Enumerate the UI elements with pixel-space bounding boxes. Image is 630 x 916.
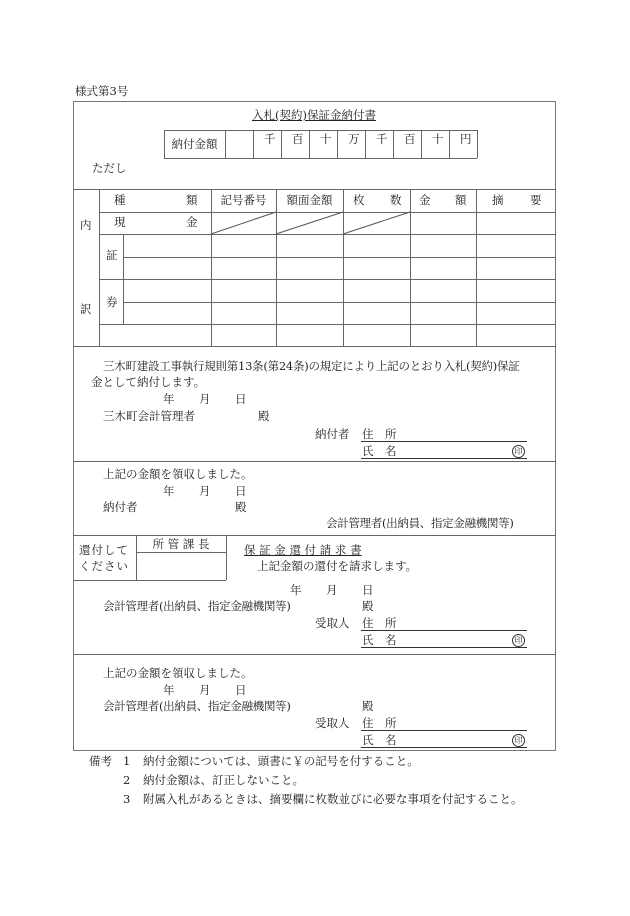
securities-label-bottom: 券 [106, 295, 118, 309]
payer-address-line[interactable] [361, 441, 527, 442]
receipt1-addressee: 納付者 [103, 500, 138, 514]
breakdown-side-label-top: 内 [80, 218, 92, 232]
payment-honorific: 殿 [258, 409, 270, 423]
receipt2-date-month: 月 [199, 683, 211, 697]
amount-unit-juu: 十 [432, 132, 444, 146]
receipt1-date-month: 月 [199, 484, 211, 498]
note-2-number: 2 [123, 773, 131, 787]
refund-recipient-label: 受取人 [315, 616, 350, 630]
cash-label-a: 現 [114, 215, 126, 229]
seal-icon: 印 [512, 445, 525, 458]
receipt1-issuer: 会計管理者(出納員、指定金融機関等) [326, 516, 514, 530]
payment-date-day: 日 [235, 392, 247, 406]
refund-date-month: 月 [326, 583, 338, 597]
seal-icon: 印 [512, 634, 525, 647]
amount-unit-sen: 千 [376, 132, 388, 146]
payment-statement-line2: 金として納付します。 [91, 375, 206, 389]
note-1-number: 1 [123, 754, 131, 768]
amount-unit-sen-man: 千 [264, 132, 276, 146]
receipt2-date-year: 年 [163, 683, 175, 697]
receipt1-date-year: 年 [163, 484, 175, 498]
payer-label: 納付者 [315, 427, 350, 441]
refund-name-label: 氏 名 [362, 633, 397, 647]
please-refund-line2: ください [79, 559, 129, 573]
amount-label: 納付金額 [171, 137, 218, 151]
header-code-number: 記号番号 [220, 193, 267, 207]
payer-name-label: 氏 名 [362, 444, 397, 458]
notes-label: 備考 [89, 754, 112, 768]
header-remarks-b: 要 [530, 193, 542, 207]
header-type-b: 類 [186, 193, 198, 207]
payer-name-line[interactable] [361, 458, 527, 459]
header-type-a: 種 [114, 193, 126, 207]
refund-date-day: 日 [362, 583, 374, 597]
note-3-number: 3 [123, 792, 131, 806]
payment-date-year: 年 [163, 392, 175, 406]
receipt1-statement: 上記の金額を領収しました。 [103, 467, 253, 481]
cash-label-b: 金 [186, 215, 198, 229]
header-amount-a: 金 [419, 193, 431, 207]
refund-addressee: 会計管理者(出納員、指定金融機関等) [103, 599, 291, 613]
amount-unit-juu-man: 十 [320, 132, 332, 146]
refund-address-label: 住 所 [362, 616, 397, 630]
section-chief-stamp-box[interactable] [138, 555, 224, 578]
amount-unit-hyaku-man: 百 [292, 132, 304, 146]
refund-honorific: 殿 [362, 599, 374, 613]
note-3-text: 附属入札があるときは、摘要欄に枚数並びに必要な事項を付記すること。 [143, 792, 523, 806]
form-title: 入札(契約)保証金納付書 [252, 108, 376, 122]
amount-unit-man: 万 [348, 132, 360, 146]
amount-unit-hyaku: 百 [404, 132, 416, 146]
receipt2-addressee: 会計管理者(出納員、指定金融機関等) [103, 699, 291, 713]
receipt2-address-label: 住 所 [362, 716, 397, 730]
header-count-a: 枚 [353, 193, 365, 207]
refund-request-statement: 上記金額の還付を請求します。 [257, 559, 418, 573]
refund-address-line[interactable] [361, 630, 527, 631]
payment-statement-line1: 三木町建設工事執行規則第13条(第24条)の規定により上記のとおり入札(契約)保証 [103, 359, 520, 373]
header-amount-b: 額 [455, 193, 467, 207]
refund-name-line[interactable] [361, 647, 527, 648]
receipt2-honorific: 殿 [362, 699, 374, 713]
tadashi-label: ただし [92, 161, 127, 175]
payment-addressee: 三木町会計管理者 [103, 409, 195, 423]
receipt2-date-day: 日 [235, 683, 247, 697]
header-remarks-a: 摘 [492, 193, 504, 207]
section-chief-label: 所 管 課 長 [152, 537, 210, 551]
receipt1-date-day: 日 [235, 484, 247, 498]
note-1-text: 納付金額については、頭書に￥の記号を付すること。 [143, 754, 419, 768]
amount-unit-yen: 円 [460, 132, 472, 146]
header-count-b: 数 [390, 193, 402, 207]
seal-icon: 印 [512, 734, 525, 747]
amount-cell-prefix[interactable] [226, 133, 253, 157]
receipt2-address-line[interactable] [361, 730, 527, 731]
form-number: 様式第3号 [75, 84, 129, 98]
refund-request-title: 保 証 金 還 付 請 求 書 [244, 543, 362, 557]
header-face-value: 額面金額 [286, 193, 333, 207]
payer-address-label: 住 所 [362, 427, 397, 441]
receipt1-honorific: 殿 [235, 500, 247, 514]
refund-date-year: 年 [290, 583, 302, 597]
receipt2-recipient-label: 受取人 [315, 716, 350, 730]
receipt2-name-line[interactable] [361, 747, 527, 748]
cash-row-diagonals [211, 212, 411, 234]
receipt2-statement: 上記の金額を領収しました。 [103, 666, 253, 680]
securities-label-top: 証 [106, 248, 118, 262]
note-2-text: 納付金額は、訂正しないこと。 [143, 773, 304, 787]
payment-date-month: 月 [199, 392, 211, 406]
please-refund-line1: 還付して [79, 543, 129, 557]
breakdown-side-label-bottom: 訳 [80, 302, 92, 316]
receipt2-name-label: 氏 名 [362, 733, 397, 747]
